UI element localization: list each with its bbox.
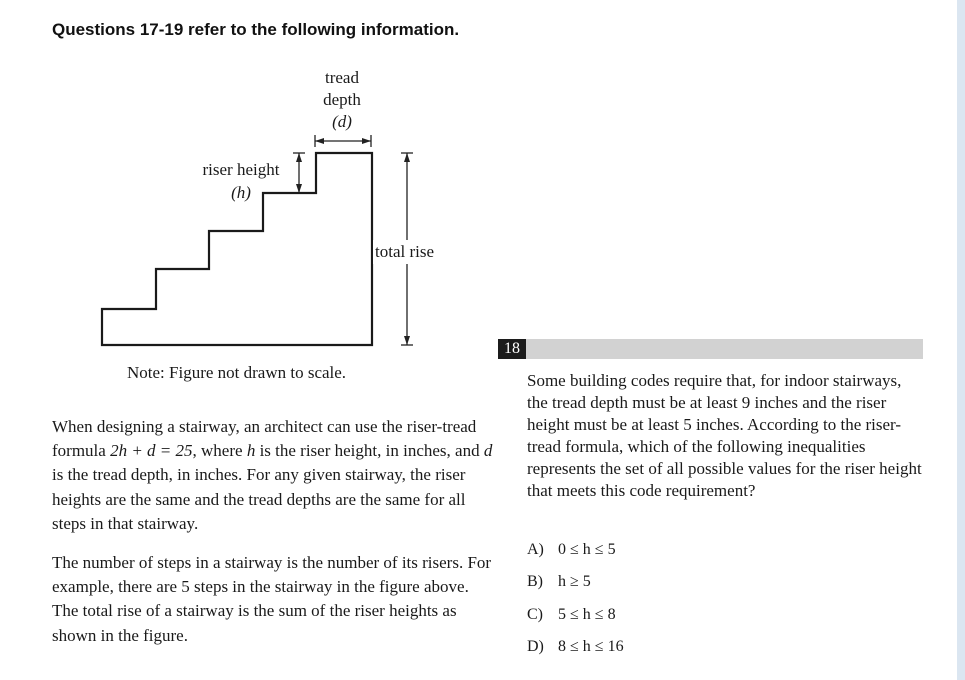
tread-label-line2: depth xyxy=(323,90,361,109)
staircase-outline xyxy=(102,153,372,345)
answer-choice-b[interactable] xyxy=(527,573,591,591)
question-header-bar xyxy=(498,339,923,359)
choice-expression: 8 ≤ h ≤ 16 xyxy=(558,638,624,655)
riser-tread-formula: 2h + d = 25 xyxy=(110,441,193,461)
passage-text: , where xyxy=(192,441,247,461)
right-edge-strip xyxy=(957,0,965,680)
choice-expression: h ≥ 5 xyxy=(558,573,591,590)
stairway-figure xyxy=(0,0,500,360)
figure-note: Note: Figure not drawn to scale. xyxy=(127,363,347,382)
passage-text: is the tread depth, in inches. For any given stairway, the riser heights are the same and the tread depths are the same for all steps in that stairway. xyxy=(52,465,466,533)
question-number: 18 xyxy=(498,339,526,359)
variable-h: h xyxy=(246,441,256,461)
passage-text: is the riser height, in inches, and xyxy=(255,441,484,461)
answer-choice-a[interactable] xyxy=(527,541,616,559)
variable-d: d xyxy=(483,441,493,461)
section-header: Questions 17-19 refer to the following information. xyxy=(52,20,460,39)
choice-expression: 5 ≤ h ≤ 8 xyxy=(558,606,616,623)
total-rise-label: total rise xyxy=(375,242,435,261)
choice-letter: D) xyxy=(527,638,544,655)
riser-label-line1: riser height xyxy=(202,160,280,179)
choice-letter: C) xyxy=(527,606,543,623)
riser-label-var: (h) xyxy=(231,183,251,202)
choice-letter: B) xyxy=(527,573,543,590)
question-stem: Some building codes require that, for indoor stairways, the tread depth must be at least 9 inches and the riser height must be at least 5 inches. According to the riser-tread formula, which of the following inequalities represents the set of all possible values for the riser height that meets this code requirement? xyxy=(527,371,922,500)
tread-label-line1: tread xyxy=(325,68,359,87)
passage-paragraph-1 xyxy=(52,415,494,536)
passage-text: When designing a stairway, an architect can use the riser-tread formula xyxy=(52,417,477,461)
choice-expression: 0 ≤ h ≤ 5 xyxy=(558,541,616,558)
riser-dimension-arrow xyxy=(293,153,305,193)
choice-letter: A) xyxy=(527,541,544,558)
answer-choice-c[interactable] xyxy=(527,606,616,624)
tread-label-var: (d) xyxy=(332,112,352,131)
answer-choice-d[interactable] xyxy=(527,638,624,656)
passage-paragraph-2: The number of steps in a stairway is the number of its risers. For example, there are 5 steps in the stairway in the figure above. The total rise of a stairway is the sum of the riser heights as shown in the figure. xyxy=(52,553,492,645)
tread-dimension-arrow xyxy=(315,135,371,147)
